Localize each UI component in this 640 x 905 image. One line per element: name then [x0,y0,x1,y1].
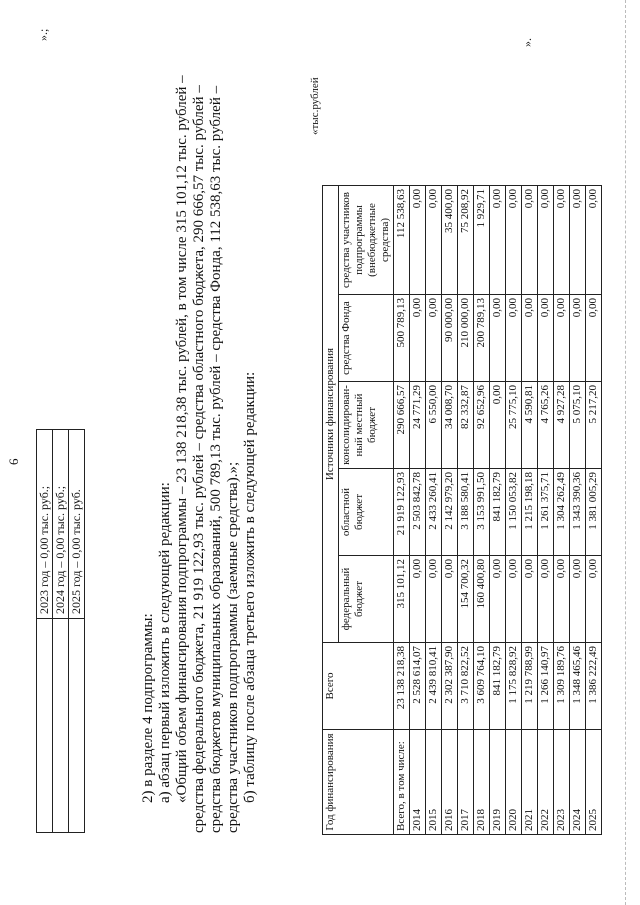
cell-total: 3 609 764,10 [474,643,490,730]
header-year: Год финансирования [323,730,394,835]
cell-fund: 200 789,13 [474,295,490,382]
cell-local: 4 927,28 [554,382,570,469]
cell-participants: 1 929,71 [474,186,490,295]
cell-total: 2 302 387,90 [442,643,458,730]
header-local: консолидирован-ный местный бюджет [339,382,394,469]
cut-line [625,0,626,905]
cell-fund: 0,00 [538,295,554,382]
cell-regional: 1 215 198,18 [522,469,538,556]
cell-federal: 0,00 [570,556,586,643]
cell-federal: 0,00 [538,556,554,643]
cell-federal: 0,00 [490,556,506,643]
cell-local: 4 765,26 [538,382,554,469]
cell-fund: 500 789,13 [394,295,410,382]
financing-table [322,185,602,835]
cell-local: 92 652,96 [474,382,490,469]
cell-total: 1 266 140,97 [538,643,554,730]
cell-participants: 0,00 [410,186,426,295]
cell-federal: 0,00 [426,556,442,643]
table-row [410,186,426,835]
cell-local: 34 008,70 [442,382,458,469]
cell-year: 2024 [570,730,586,835]
cell-total: 3 710 822,52 [458,643,474,730]
cell-participants: 0,00 [522,186,538,295]
cell-year: 2016 [442,730,458,835]
cell-total: 1 219 788,99 [522,643,538,730]
cell-regional: 1 381 005,29 [586,469,602,556]
cell-local: 5 075,10 [570,382,586,469]
cell-participants: 75 208,92 [458,186,474,295]
cell-year: 2017 [458,730,474,835]
cell-total: 1 348 465,46 [570,643,586,730]
cell-local: 24 771,29 [410,382,426,469]
cell-regional: 1 343 390,36 [570,469,586,556]
cell-regional: 1 304 262,49 [554,469,570,556]
cell-local: 4 590,81 [522,382,538,469]
cell-participants: 0,00 [586,186,602,295]
body-text [140,53,259,833]
item-b: б) таблицу после абзаца третьего изложить в следующей редакции: [242,371,258,803]
cell-regional: 841 182,79 [490,469,506,556]
cell-total: 841 182,79 [490,643,506,730]
cell-local: 290 666,57 [394,382,410,469]
cell-participants: 0,00 [490,186,506,295]
table-closing: ». [520,38,534,47]
cell-fund: 0,00 [522,295,538,382]
cell-regional: 2 142 979,20 [442,469,458,556]
top-box-line: 2025 год – 0,00 тыс. руб. [69,430,85,619]
top-box-line: 2023 год – 0,00 тыс. руб.; [37,430,53,619]
table-row [474,186,490,835]
cell-fund: 0,00 [570,295,586,382]
cell-local: 0,00 [490,382,506,469]
cell-federal: 154 700,32 [458,556,474,643]
table-row [522,186,538,835]
cell-year: 2023 [554,730,570,835]
cell-year: 2018 [474,730,490,835]
cell-fund: 0,00 [490,295,506,382]
table-row [442,186,458,835]
top-box-closing: ».; [36,28,50,41]
cell-total: 1 386 222,49 [586,643,602,730]
cell-year: 2022 [538,730,554,835]
table-row [426,186,442,835]
cell-participants: 0,00 [506,186,522,295]
cell-year: 2019 [490,730,506,835]
cell-total: 2 528 614,07 [410,643,426,730]
cell-total: 1 309 189,76 [554,643,570,730]
cell-local: 5 217,20 [586,382,602,469]
table-row [586,186,602,835]
table-row [554,186,570,835]
cell-participants: 0,00 [570,186,586,295]
table-row [490,186,506,835]
cell-fund: 90 000,00 [442,295,458,382]
cell-federal: 0,00 [554,556,570,643]
cell-year: 2020 [506,730,522,835]
item-a: а) абзац первый изложить в следующей редакции: [157,482,173,803]
cell-total: 2 439 810,41 [426,643,442,730]
cell-year: Всего, в том числе: [394,730,410,835]
cell-fund: 0,00 [554,295,570,382]
cell-regional: 21 919 122,93 [394,469,410,556]
cell-federal: 160 400,80 [474,556,490,643]
cell-federal: 0,00 [410,556,426,643]
cell-local: 82 332,87 [458,382,474,469]
cell-year: 2015 [426,730,442,835]
cell-fund: 0,00 [410,295,426,382]
header-federal: федеральный бюджет [339,556,394,643]
header-sources: Источники финансирования [323,186,339,643]
page-number: 6 [6,458,21,465]
unit-label: «тыс.рублей [309,77,321,135]
header-total: Всего [323,643,394,730]
cell-total: 1 175 828,92 [506,643,522,730]
cell-federal: 0,00 [506,556,522,643]
quote-paragraph: «Общий объем финансирования подпрограммы – 23 138 218,38 тыс. рублей, в том числе 315 101,12 тыс. рублей – средства федерального бюджета, 21 919 122,93 тыс. рублей – средства областного бюджета, 290 666,57 тыс. рублей – средства бюджетов муниципальных образований, 500 789,13 тыс. рублей – средства Фонда, 112 538,63 тыс. рублей – средства участников подпрограммы (заемные средства).»; [174,75,241,833]
cell-federal: 0,00 [442,556,458,643]
cell-regional: 2 433 260,41 [426,469,442,556]
cell-fund: 210 000,00 [458,295,474,382]
cell-regional: 1 150 053,82 [506,469,522,556]
cell-participants: 112 538,63 [394,186,410,295]
table-row [458,186,474,835]
cell-year: 2021 [522,730,538,835]
table-row [570,186,586,835]
cell-participants: 0,00 [426,186,442,295]
cell-federal: 0,00 [586,556,602,643]
cell-fund: 0,00 [586,295,602,382]
cell-regional: 3 153 991,50 [474,469,490,556]
table-row [394,186,410,835]
previous-table-fragment [36,429,85,833]
cell-local: 25 775,10 [506,382,522,469]
cell-fund: 0,00 [506,295,522,382]
cell-regional: 2 503 842,78 [410,469,426,556]
cell-total: 23 138 218,38 [394,643,410,730]
cell-fund: 0,00 [426,295,442,382]
cell-federal: 315 101,12 [394,556,410,643]
cell-year: 2025 [586,730,602,835]
section-heading: 2) в разделе 4 подпрограммы: [140,613,156,803]
header-regional: областной бюджет [339,469,394,556]
cell-regional: 1 261 375,71 [538,469,554,556]
top-box-line: 2024 год – 0,00 тыс. руб.; [53,430,69,619]
header-participants: средства участников подпрограммы (внебюджетные средства) [339,186,394,295]
cell-local: 6 550,00 [426,382,442,469]
cell-year: 2014 [410,730,426,835]
table-row [538,186,554,835]
cell-participants: 0,00 [538,186,554,295]
cell-regional: 3 188 580,41 [458,469,474,556]
cell-federal: 0,00 [522,556,538,643]
cell-participants: 0,00 [554,186,570,295]
header-fund: средства Фонда [339,295,394,382]
table-row [506,186,522,835]
cell-participants: 35 400,00 [442,186,458,295]
